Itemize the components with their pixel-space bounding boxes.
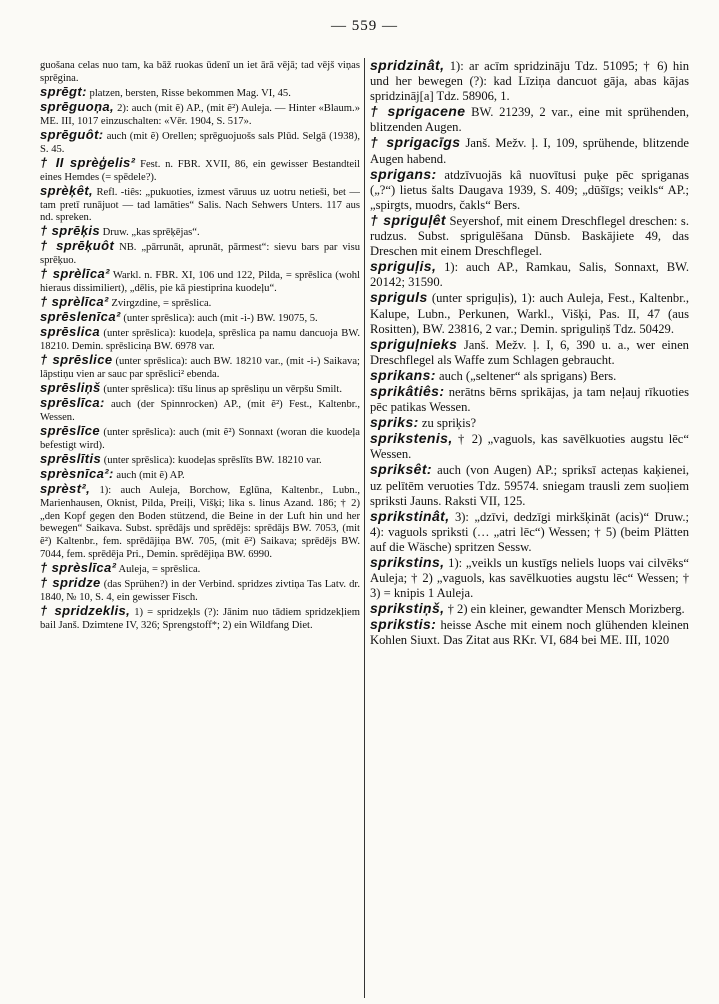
entry-headword: spriks: — [370, 414, 419, 431]
entry-headword: spriksêt: — [370, 461, 432, 478]
dictionary-entry — [370, 213, 689, 259]
entry-headword: spriguļnieks — [370, 335, 458, 352]
entry-headword: sprēslenīca² — [40, 309, 121, 325]
entry-text: 1): „veikls un kustīgs neliels luops vai cilvēks“ Auleja; † 2) „vaguols, kas savēlkuoties augstu lēc“ Wessen; † 3) = knipis 1 Auleja. — [370, 556, 689, 601]
dictionary-entry — [370, 58, 689, 104]
entry-headword: sprikstiņš, — [370, 600, 445, 617]
entry-headword: sprēslītis — [40, 450, 102, 466]
entry-headword: spriguļis, — [370, 258, 437, 275]
dictionary-entry — [40, 354, 360, 382]
entry-text: Auleja, = sprēslica. — [118, 564, 201, 576]
entry-text: heisse Asche mit einem noch glühenden kleinen Kohlen Siuxt. Das Zitat aus RKr. VI, 684 bei ME. III, 1020 — [370, 618, 689, 648]
entry-text: (unter sprēslica): auch (mit -i-) BW. 19075, 5. — [123, 313, 318, 325]
entry-text: guošana celas nuo tam, ka bāž ruokas ūdenī un iet ārā vējā; tad vējš viņas sprēgina. — [40, 60, 360, 84]
entry-text: Fest. n. FBR. XVII, 86, ein gewisser Bestandteil eines Hemdes (= spēdele?). — [40, 158, 360, 183]
entry-headword: † spridze — [40, 575, 101, 591]
dictionary-entry — [40, 422, 360, 453]
dictionary-entry — [370, 337, 689, 368]
entry-headword: † II sprèģelis² — [40, 154, 136, 170]
dictionary-entry — [370, 415, 689, 431]
dictionary-entry — [40, 394, 360, 425]
entry-headword: sprikstins, — [370, 554, 445, 570]
entry-text: Druw. „kas sprēķējas“. — [102, 227, 200, 239]
entry-text: (unter sprēslica): auch BW. 18210 var., (mit -i-) Saikava; lāpstiņu vien ar sauc par sprēslici² ebenda. — [40, 356, 360, 380]
entry-headword: † sprēslice — [40, 352, 113, 368]
entry-headword: sprikâtiês: — [370, 382, 445, 399]
entry-text: auch (mit ẽ) Orellen; sprēguojuošs sals Plūd. Selgā (1938), S. 45. — [40, 130, 360, 155]
dictionary-entry — [40, 240, 360, 268]
entry-headword: † sprēķuôt — [40, 238, 115, 254]
entry-headword: † spridzeklis, — [40, 603, 131, 619]
entry-text: atdzīvuojās kâ nuovītusi puķe pēc spriganas („?“) lietus šalts Daugava 1939, S. 409; „dūšīgs; veikls“ AP.; „spirgts, muodrs, čakls“ Bers. — [370, 167, 689, 212]
entry-text: 1) = spridzeķls (?): Jānim nuo tādiem spridzekļiem bail Janš. Dzimtene IV, 326; Sprengstoff*; 2) ein Wildfang Diet. — [40, 607, 360, 632]
entry-headword: sprikans: — [370, 366, 436, 383]
dictionary-entry — [40, 98, 360, 129]
entry-text: zu spriķis? — [421, 416, 477, 431]
entry-headword: sprēslica — [40, 324, 100, 340]
entry-text: (das Sprühen?) in der Verbind. spridzes zivtiņa Tas Latv. dr. 1840, № 10, S. 4, ein gewisser Fisch. — [40, 579, 360, 604]
entry-text: † 2) „vaguols, kas savēlkuoties augstu lēc“ Wessen. — [370, 432, 689, 462]
dictionary-entry — [370, 368, 689, 384]
dictionary-entry — [370, 509, 689, 555]
entry-headword: † spriguļêt — [370, 211, 446, 228]
dictionary-entry — [370, 617, 689, 648]
entry-headword: sprēgt: — [40, 83, 87, 99]
left-column — [40, 58, 360, 998]
entry-text: 1): auch AP., Ramkau, Salis, Sonnaxt, BW. 20142; 31590. — [370, 260, 689, 290]
entry-text: † 2) ein kleiner, gewandter Mensch Morizberg. — [447, 602, 685, 617]
dictionary-entry — [40, 182, 360, 226]
dictionary-entry — [370, 104, 689, 135]
entry-headword: † sprigacīgs — [370, 134, 461, 151]
dictionary-entry — [370, 431, 689, 462]
entry-text: (unter spriguļis), 1): auch Auleja, Fest., Kaltenbr., Kalupe, Lubn., Perkunen, Warkl., Višķi, Pas. II, 47 (aus Rositten), BW. 23816, 2 var.; Demin. spriguliņš Tdz. 50429. — [370, 291, 689, 336]
entry-headword: † sprèlīca² — [40, 266, 110, 282]
entry-text: Janš. Mežv. ļ. I, 6, 390 u. a., wer einen Dreschflegel als Waffe zum Schlagen gebraucht. — [370, 337, 689, 367]
dictionary-entry — [370, 601, 689, 617]
entry-headword: sprēslīca: — [40, 394, 105, 410]
entry-text: (unter sprēslica): auch (mit ẽ²) Sonnaxt (woran die kuodeļa befestigt wird). — [40, 426, 360, 451]
dictionary-entry — [40, 577, 360, 605]
dictionary-entry — [40, 480, 360, 563]
dictionary-entry — [40, 326, 360, 354]
dictionary-entry — [370, 167, 689, 213]
dictionary-entry — [40, 58, 360, 86]
entry-headword: sprèst², — [40, 480, 91, 496]
dictionary-entry — [40, 605, 360, 633]
entry-headword: † sprèlīca² — [40, 294, 109, 310]
entry-headword: sprikstinât, — [370, 507, 450, 524]
entry-text: Warkl. n. FBR. XI, 106 und 122, Pilda, = sprēslica (wohl hieraus dissimiliert), „dēlis, pie kā piestiprina kuodeļu“. — [40, 270, 360, 295]
dictionary-entry — [370, 462, 689, 508]
entry-text: nerātns bērns sprikājas, ja tam neļauj rīkuoties pēc patikas Wessen. — [370, 384, 689, 415]
entry-headword: sprèķêt, — [40, 182, 94, 198]
entry-text: (unter sprēslica): kuodeļas sprēslīts BW. 18210 var. — [103, 454, 322, 466]
entry-text: BW. 21239, 2 var., eine mit sprühenden, blitzenden Augen. — [370, 105, 689, 135]
entry-text: Zvirgzdine, = sprēslica. — [111, 298, 212, 310]
entry-text: Janš. Mežv. ļ. I, 109, sprühende, blitzende Augen habend. — [370, 136, 689, 166]
entry-text: auch (der Spinnrocken) AP., (mit ẽ²) Fest., Kaltenbr., Wessen. — [40, 398, 360, 423]
entry-headword: spriguls — [370, 289, 428, 306]
entry-text: 1): auch Auleja, Borchow, Eglūna, Kaltenbr., Lubn., Marienhausen, Oknist, Pilda, Preiļi, Višķi; lika s. linus Azand. 186; † 2) „den Kopf gegen den Boden stützend, die Beine in der Luft hin und her bewegen“ Saikava. Subst. sprēdājs und sprēdējs: sprēdājs BW. 7053, (mit ẽ²) Kaltenbr., fem. sprēdājiņa BW. 705, (mit ẽ²) Saikava; sprēdējs BW. 7044, fem. sprēdēja Pri., Demin. sprēdējiņa BW. 6990. — [40, 484, 360, 561]
entry-headword: † sprèslīca² — [40, 560, 117, 576]
entry-headword: sprēguôt: — [40, 126, 104, 142]
entry-headword: sprikstenis, — [370, 430, 453, 447]
dictionary-entry — [40, 154, 360, 185]
dictionary-entry — [370, 135, 689, 166]
entry-text: (unter sprēslica): tīšu linus ap sprēsliņu un vērpšu Smilt. — [103, 383, 342, 395]
entry-text: NB. „pārrunāt, aprunāt, pārmest“: sievu bars par visu sprēķuo. — [40, 242, 360, 267]
entry-headword: sprèsnīca²: — [40, 465, 114, 481]
dictionary-entry — [370, 384, 689, 415]
entry-text: 1): ar acīm spridzināju Tdz. 51095; † 6) hin und her bewegen (?): kad Līziņa dancuot gāja, abas kājas spridzināj[a] Tdz. 58906, 1. — [370, 59, 689, 104]
entry-text: auch (von Augen) AP.; spriksī acteņas kaķienei, uz pelītēm veruoties Tdz. 59574. sniegam trausli zem suoļiem spriksti Jauns. Raksti VII, 125. — [370, 463, 689, 508]
dictionary-entry — [370, 555, 689, 601]
entry-text: auch (mit ẽ) AP. — [116, 469, 185, 481]
entry-headword: sprikstis: — [370, 616, 437, 633]
dictionary-entry — [370, 290, 689, 336]
dictionary-entry — [370, 259, 689, 290]
entry-text: Seyershof, mit einem Dreschflegel dreschen: s. rudzus. Subst. sprigulēšana Dūnsb. Baskājiete 49, das Dreschen mit einem Dreschflegel. — [370, 213, 689, 259]
entry-text: 2): auch (mit ẽ) AP., (mit ẽ²) Auleja. — Hinter «Blaum.» ME. III, 1017 einzuschalten: «Vēr. 1904, S. 517». — [40, 102, 360, 127]
entry-headword: † sprigacene — [370, 103, 466, 120]
dictionary-entry — [40, 268, 360, 296]
entry-text: (unter sprēslica): kuodeļa, sprēslica pa namu dancuoja BW. 18210. Demin. sprēslicin̦a BW. 6978 var. — [40, 328, 360, 353]
entry-text: platzen, bersten, Risse bekommen Mag. VI, 45. — [89, 87, 291, 99]
entry-headword: sprēsliņš — [40, 379, 101, 395]
entry-text: 3): „dzīvi, dedzīgi mirkšķināt (acis)“ Druw.; 4): vaguols spriksti (… „atri lēc“) Wessen; † 5) (beim Plätten auf die Wäsche) spritzen Sessw. — [370, 509, 689, 554]
entry-headword: † sprēķis — [40, 223, 100, 239]
entry-headword: sprēguoņa, — [40, 98, 115, 114]
page-number: — 559 — — [331, 18, 398, 34]
dictionary-entry — [40, 126, 360, 157]
entry-text: Refl. -tiês: „pukuoties, izmest vāruus uz uotru netieši, bet — tam pretī runājuot — tad lamāties“ Salis. Nach Sehwers Unters. 117 aus nd. spreken. — [40, 186, 360, 224]
entry-headword: spridzinât, — [370, 58, 445, 73]
entry-text: auch („seltener“ als sprigans) Bers. — [439, 368, 617, 383]
right-column — [370, 58, 689, 998]
entry-headword: sprigans: — [370, 165, 437, 182]
entry-headword: sprēslīce — [40, 422, 100, 438]
column-divider — [364, 58, 365, 998]
